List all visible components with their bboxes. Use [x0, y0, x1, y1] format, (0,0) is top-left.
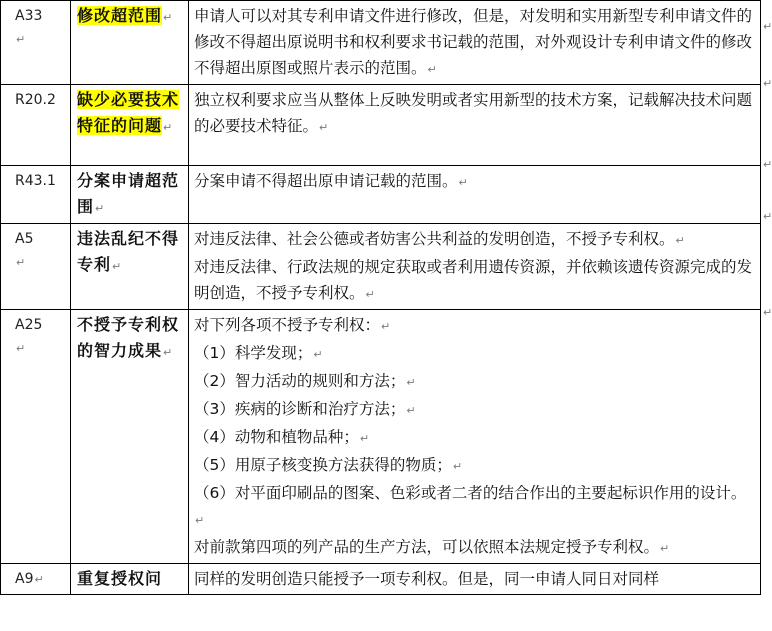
paragraph-mark: ↵ — [458, 176, 468, 189]
content-paragraph: 分案申请不得超出原申请记载的范围。↵ — [194, 172, 468, 190]
article-title: 分案申请超范围 — [77, 171, 180, 216]
article-code-cell — [1, 166, 71, 224]
table-row — [1, 224, 761, 310]
article-title: 重复授权问 — [77, 569, 163, 588]
article-code: A5 — [15, 231, 34, 247]
article-title-cell — [71, 310, 189, 564]
paragraph-mark: ↵ — [16, 256, 26, 269]
article-code: R20.2 — [15, 92, 56, 108]
row-end-mark: ↵ — [763, 77, 772, 90]
table-row — [1, 85, 761, 166]
list-item: （6）对平面印刷品的图案、色彩或者二者的结合作出的主要起标识作用的设计。↵ — [194, 484, 747, 527]
row-end-mark: ↵ — [763, 210, 772, 223]
paragraph-mark: ↵ — [381, 320, 391, 333]
paragraph-mark: ↵ — [359, 432, 370, 445]
content-paragraph: 对下列各项不授予专利权：↵ — [194, 316, 391, 334]
paragraph-mark: ↵ — [34, 573, 44, 586]
paragraph-mark: ↵ — [319, 121, 329, 134]
article-content-cell — [189, 1, 761, 85]
article-code: A25 — [15, 317, 43, 333]
list-item: （5）用原子核变换方法获得的物质；↵ — [194, 456, 463, 474]
paragraph-mark: ↵ — [163, 121, 174, 134]
content-paragraph: 申请人可以对其专利申请文件进行修改，但是，对发明和实用新型专利申请文件的修改不得超出原说明书和权利要求书记载的范围，对外观设计专利申请文件的修改不得超出原图或照片表示的范围。↵ — [194, 7, 753, 77]
paragraph-mark: ↵ — [95, 202, 106, 215]
list-item: （3）疾病的诊断和治疗方法；↵ — [194, 400, 416, 418]
article-code-cell — [1, 224, 71, 310]
article-code: A9 — [15, 571, 34, 587]
article-code-cell — [1, 1, 71, 85]
article-content-cell — [189, 85, 761, 166]
article-title-cell — [71, 1, 189, 85]
article-content-cell — [189, 310, 761, 564]
paragraph-mark: ↵ — [313, 348, 323, 361]
row-end-mark: ↵ — [763, 158, 772, 171]
paragraph-mark: ↵ — [452, 460, 463, 473]
paragraph-mark: ↵ — [365, 288, 375, 301]
paragraph-mark: ↵ — [427, 63, 437, 76]
table-row — [1, 166, 761, 224]
content-paragraph: 对违反法律、行政法规的规定获取或者利用遗传资源，并依赖该遗传资源完成的发明创造，不授予专利权。↵ — [194, 258, 753, 302]
article-title-cell — [71, 85, 189, 166]
paragraph-mark: ↵ — [660, 542, 670, 555]
article-code: R43.1 — [15, 173, 56, 189]
content-paragraph: 独立权利要求应当从整体上反映发明或者实用新型的技术方案，记载解决技术问题的必要技术特征。↵ — [194, 91, 753, 135]
article-code-cell — [1, 85, 71, 166]
article-title: 缺少必要技术特征的问题 — [77, 90, 180, 135]
paragraph-mark: ↵ — [195, 514, 205, 527]
paragraph-mark: ↵ — [406, 376, 416, 389]
article-code-cell — [1, 310, 71, 564]
article-title-cell — [71, 166, 189, 224]
content-paragraph: 对前款第四项的列产品的生产方法，可以依照本法规定授予专利权。↵ — [194, 538, 670, 556]
list-item: （2）智力活动的规则和方法；↵ — [194, 372, 416, 390]
paragraph-mark: ↵ — [112, 260, 123, 273]
list-item: （1）科学发现；↵ — [194, 344, 323, 362]
content-paragraph: 对违反法律、社会公德或者妨害公共利益的发明创造，不授予专利权。↵ — [194, 230, 685, 248]
article-title: 违法乱纪不得专利 — [77, 229, 180, 274]
row-end-mark: ↵ — [763, 306, 772, 319]
paragraph-mark: ↵ — [163, 11, 174, 24]
paragraph-mark: ↵ — [163, 346, 174, 359]
paragraph-mark: ↵ — [675, 234, 685, 247]
list-item: （4）动物和植物品种；↵ — [194, 428, 370, 446]
content-paragraph: 同样的发明创造只能授予一项专利权。但是，同一申请人同日对同样 — [194, 570, 660, 588]
article-title: 修改超范围 — [77, 6, 163, 25]
article-content-cell — [189, 224, 761, 310]
article-title-cell — [71, 224, 189, 310]
paragraph-mark: ↵ — [16, 33, 26, 46]
table-row — [1, 1, 761, 85]
table-row — [1, 310, 761, 564]
paragraph-mark: ↵ — [16, 342, 26, 355]
blank-page-area — [0, 580, 772, 631]
row-end-mark: ↵ — [763, 20, 772, 33]
article-title: 不授予专利权的智力成果 — [77, 315, 180, 360]
article-content-cell — [189, 166, 761, 224]
article-code: A33 — [15, 8, 43, 24]
paragraph-mark: ↵ — [406, 404, 416, 417]
